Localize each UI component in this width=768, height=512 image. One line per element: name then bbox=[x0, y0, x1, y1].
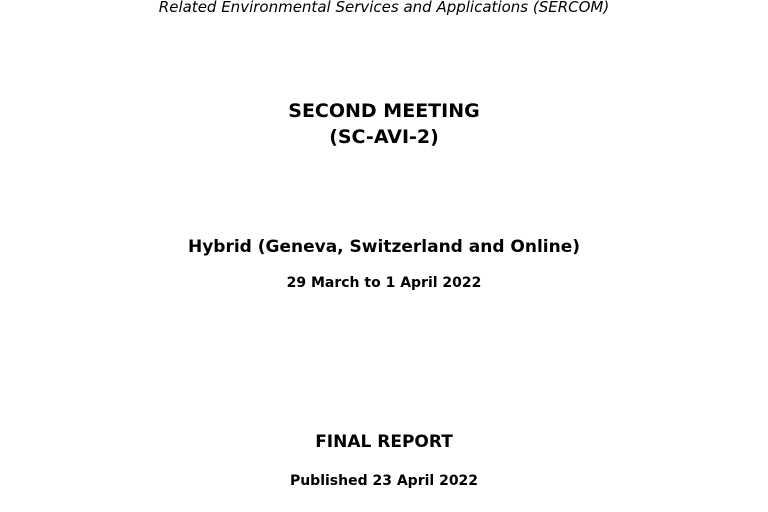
report-title: FINAL REPORT bbox=[315, 432, 453, 452]
meeting-dates: 29 March to 1 April 2022 bbox=[286, 275, 482, 291]
meeting-title: SECOND MEETING bbox=[288, 100, 480, 122]
meeting-venue: Hybrid (Geneva, Switzerland and Online) bbox=[187, 237, 581, 257]
commission-line: Related Environmental Services and Applications (SERCOM) bbox=[158, 0, 610, 16]
publication-date: Published 23 April 2022 bbox=[289, 473, 479, 489]
meeting-code: (SC-AVI-2) bbox=[329, 126, 439, 148]
